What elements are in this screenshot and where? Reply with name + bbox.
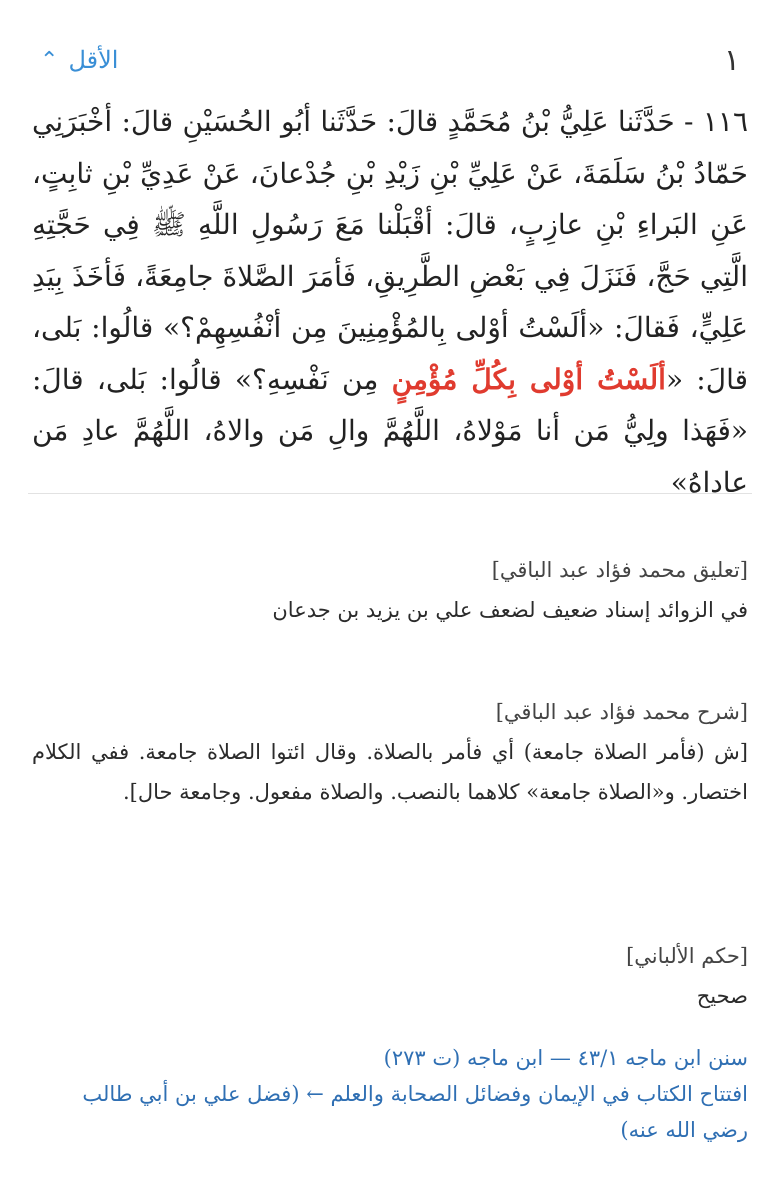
- explanation-body: [ش (فأمر الصلاة جامعة) أي فأمر بالصلاة. وقال ائتوا الصلاة جامعة. ففي الكلام اختصار. و«الصلاة جامعة» كلاهما بالنصب. والصلاة مفعول. وجامعة حال].: [32, 740, 748, 804]
- hadith-text-after: مِن نَفْسِهِ؟» قالُوا: بَلى، قالَ: «فَهَذا ولِيُّ مَن أنا مَوْلاهُ، اللَّهُمَّ والِ مَن والاهُ، اللَّهُمَّ عادِ مَن عاداهُ»: [32, 362, 748, 499]
- source-footer: [32, 1040, 748, 1148]
- show-less-label: الأقل: [68, 46, 119, 74]
- source-chapter-link[interactable]: افتتاح الكتاب في الإيمان وفضائل الصحابة والعلم ← (فضل علي بن أبي طالب رضي الله عنه): [82, 1082, 748, 1142]
- hadith-text-before: ١١٦ - حَدَّثَنا عَلِيُّ بْنُ مُحَمَّدٍ قالَ: حَدَّثَنا أبُو الحُسَيْنِ قالَ: أخْبَرَنِي حَمّادُ بْنُ سَلَمَةَ، عَنْ عَلِيِّ بْنِ زَيْدِ بْنِ جُدْعانَ، عَنْ عَدِيِّ بْنِ ثابِتٍ، عَنِ البَراءِ بْنِ عازِبٍ، قالَ: أقْبَلْنا مَعَ رَسُولِ اللَّهِ ﷺ فِي حَجَّتِهِ الَّتِي حَجَّ، فَنَزَلَ فِي بَعْضِ الطَّرِيقِ، فَأمَرَ الصَّلاةَ جامِعَةً، فَأخَذَ بِيَدِ عَلِيٍّ، فَقالَ: «ألَسْتُ أوْلى بِالمُؤْمِنِينَ مِن أنْفُسِهِمْ؟» قالُوا: بَلى، قالَ: «: [32, 105, 748, 396]
- hadith-text: [32, 96, 748, 508]
- explanation-section: [32, 692, 748, 812]
- hadith-highlight: ألَسْتُ أوْلى بِكُلِّ مُؤْمِنٍ: [391, 362, 666, 396]
- grading-section: [32, 936, 748, 1016]
- commentary-section: [32, 550, 748, 630]
- source-book-link[interactable]: سنن ابن ماجه ٤٣/١ — ابن ماجه (ت ٢٧٣): [383, 1046, 748, 1070]
- grading-heading: [حكم الألباني]: [626, 944, 748, 968]
- show-less-button[interactable]: [40, 46, 118, 74]
- explanation-heading: [شرح محمد فؤاد عبد الباقي]: [495, 700, 748, 724]
- chevron-up-icon: ⌃: [40, 47, 59, 73]
- commentary-body: في الزوائد إسناد ضعيف لضعف علي بن يزيد بن جدعان: [272, 598, 748, 622]
- hadith-number: ١: [723, 42, 740, 78]
- section-divider: [28, 493, 752, 494]
- hadith-topbar: [40, 40, 740, 80]
- commentary-heading: [تعليق محمد فؤاد عبد الباقي]: [491, 558, 748, 582]
- grading-body: صحيح: [696, 984, 748, 1008]
